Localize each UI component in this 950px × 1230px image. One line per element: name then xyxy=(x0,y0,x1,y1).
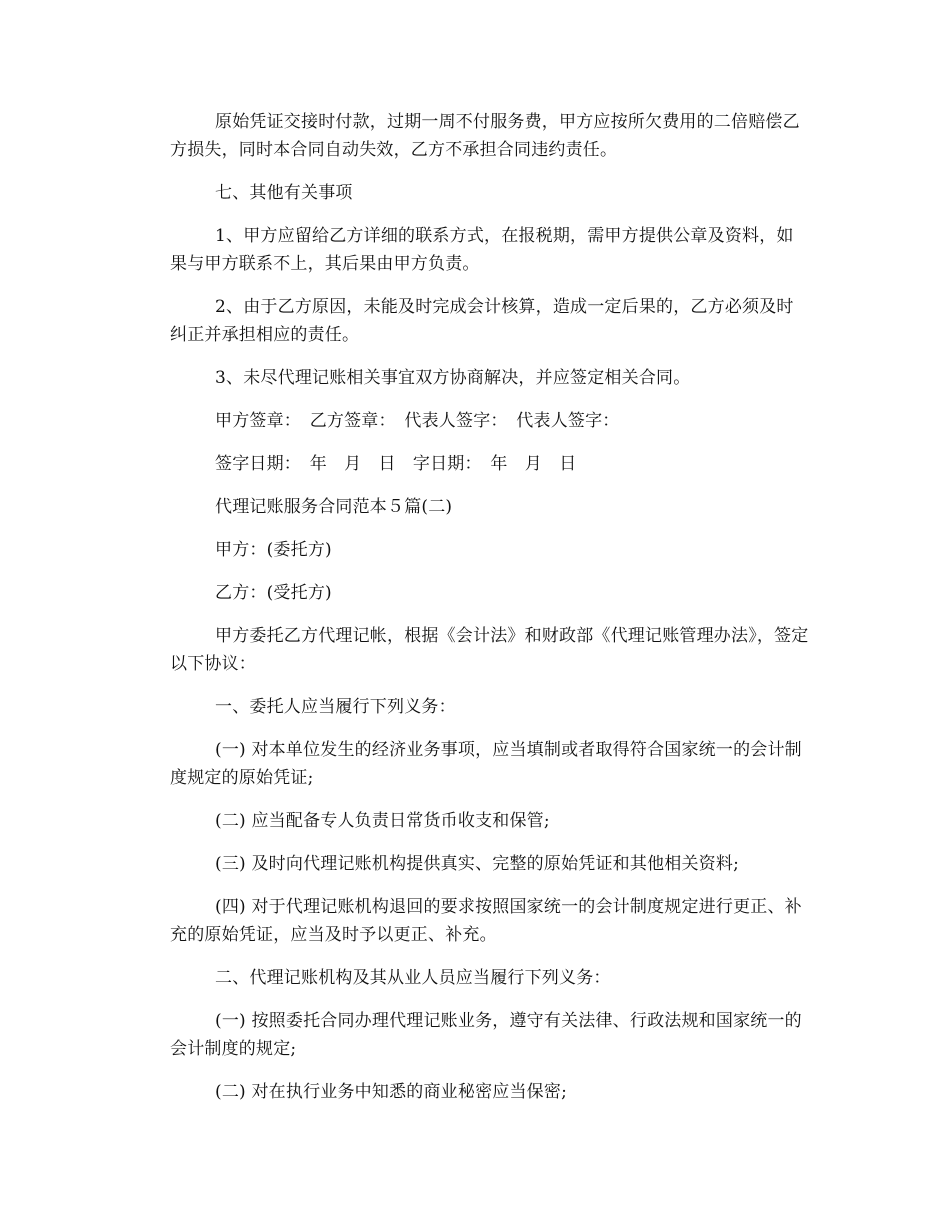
client-obligation-2: (二) 应当配备专人负责日常货币收支和保管; xyxy=(215,811,550,831)
clause-party-b-responsibility: 2、由于乙方原因，未能及时完成会计核算，造成一定后果的，乙方必须及时纠正并承担相应的责任。 xyxy=(170,297,794,345)
client-obligation-3: (三) 及时向代理记账机构提供真实、完整的原始凭证和其他相关资料; xyxy=(215,854,739,874)
client-obligation-1: (一) 对本单位发生的经济业务事项，应当填制或者取得符合国家统一的会计制度规定的原始凭证; xyxy=(170,740,802,788)
paragraph-payment-terms: 原始凭证交接时付款，过期一周不付服务费，甲方应按所欠费用的二倍赔偿乙方损失，同时本合同自动失效，乙方不承担合同违约责任。 xyxy=(170,112,800,160)
clause-unresolved-matters: 3、未尽代理记账相关事宜双方协商解决，并应签定相关合同。 xyxy=(215,368,691,388)
agency-obligation-1: (一) 按照委托合同办理代理记账业务，遵守有关法律、行政法规和国家统一的会计制度的规定; xyxy=(170,1011,802,1059)
signature-date-line: 签字日期： 年 月 日 字日期： 年 月 日 xyxy=(215,454,577,474)
clause-contact-info: 1、甲方应留给乙方详细的联系方式，在报税期，需甲方提供公章及资料，如果与甲方联系不上，其后果由甲方负责。 xyxy=(170,226,794,274)
signature-line: 甲方签章： 乙方签章： 代表人签字： 代表人签字： xyxy=(215,411,620,431)
document-body xyxy=(170,108,810,1121)
agency-obligation-2: (二) 对在执行业务中知悉的商业秘密应当保密; xyxy=(215,1082,567,1102)
party-b-line: 乙方：(受托方) xyxy=(215,583,332,603)
heading-agency-obligations: 二、代理记账机构及其从业人员应当履行下列义务： xyxy=(215,968,611,988)
heading-client-obligations: 一、委托人应当履行下列义务： xyxy=(215,697,456,717)
client-obligation-4: (四) 对于代理记账机构退回的要求按照国家统一的会计制度规定进行更正、补充的原始凭证，应当及时予以更正、补充。 xyxy=(170,897,802,945)
section-title-template-two: 代理记账服务合同范本５篇(二) xyxy=(215,497,453,517)
agreement-preamble: 甲方委托乙方代理记帐，根据《会计法》和财政部《代理记账管理办法》，签定以下协议： xyxy=(170,626,809,674)
party-a-line: 甲方：(委托方) xyxy=(215,540,332,560)
heading-other-matters: 七、其他有关事项 xyxy=(215,183,353,203)
